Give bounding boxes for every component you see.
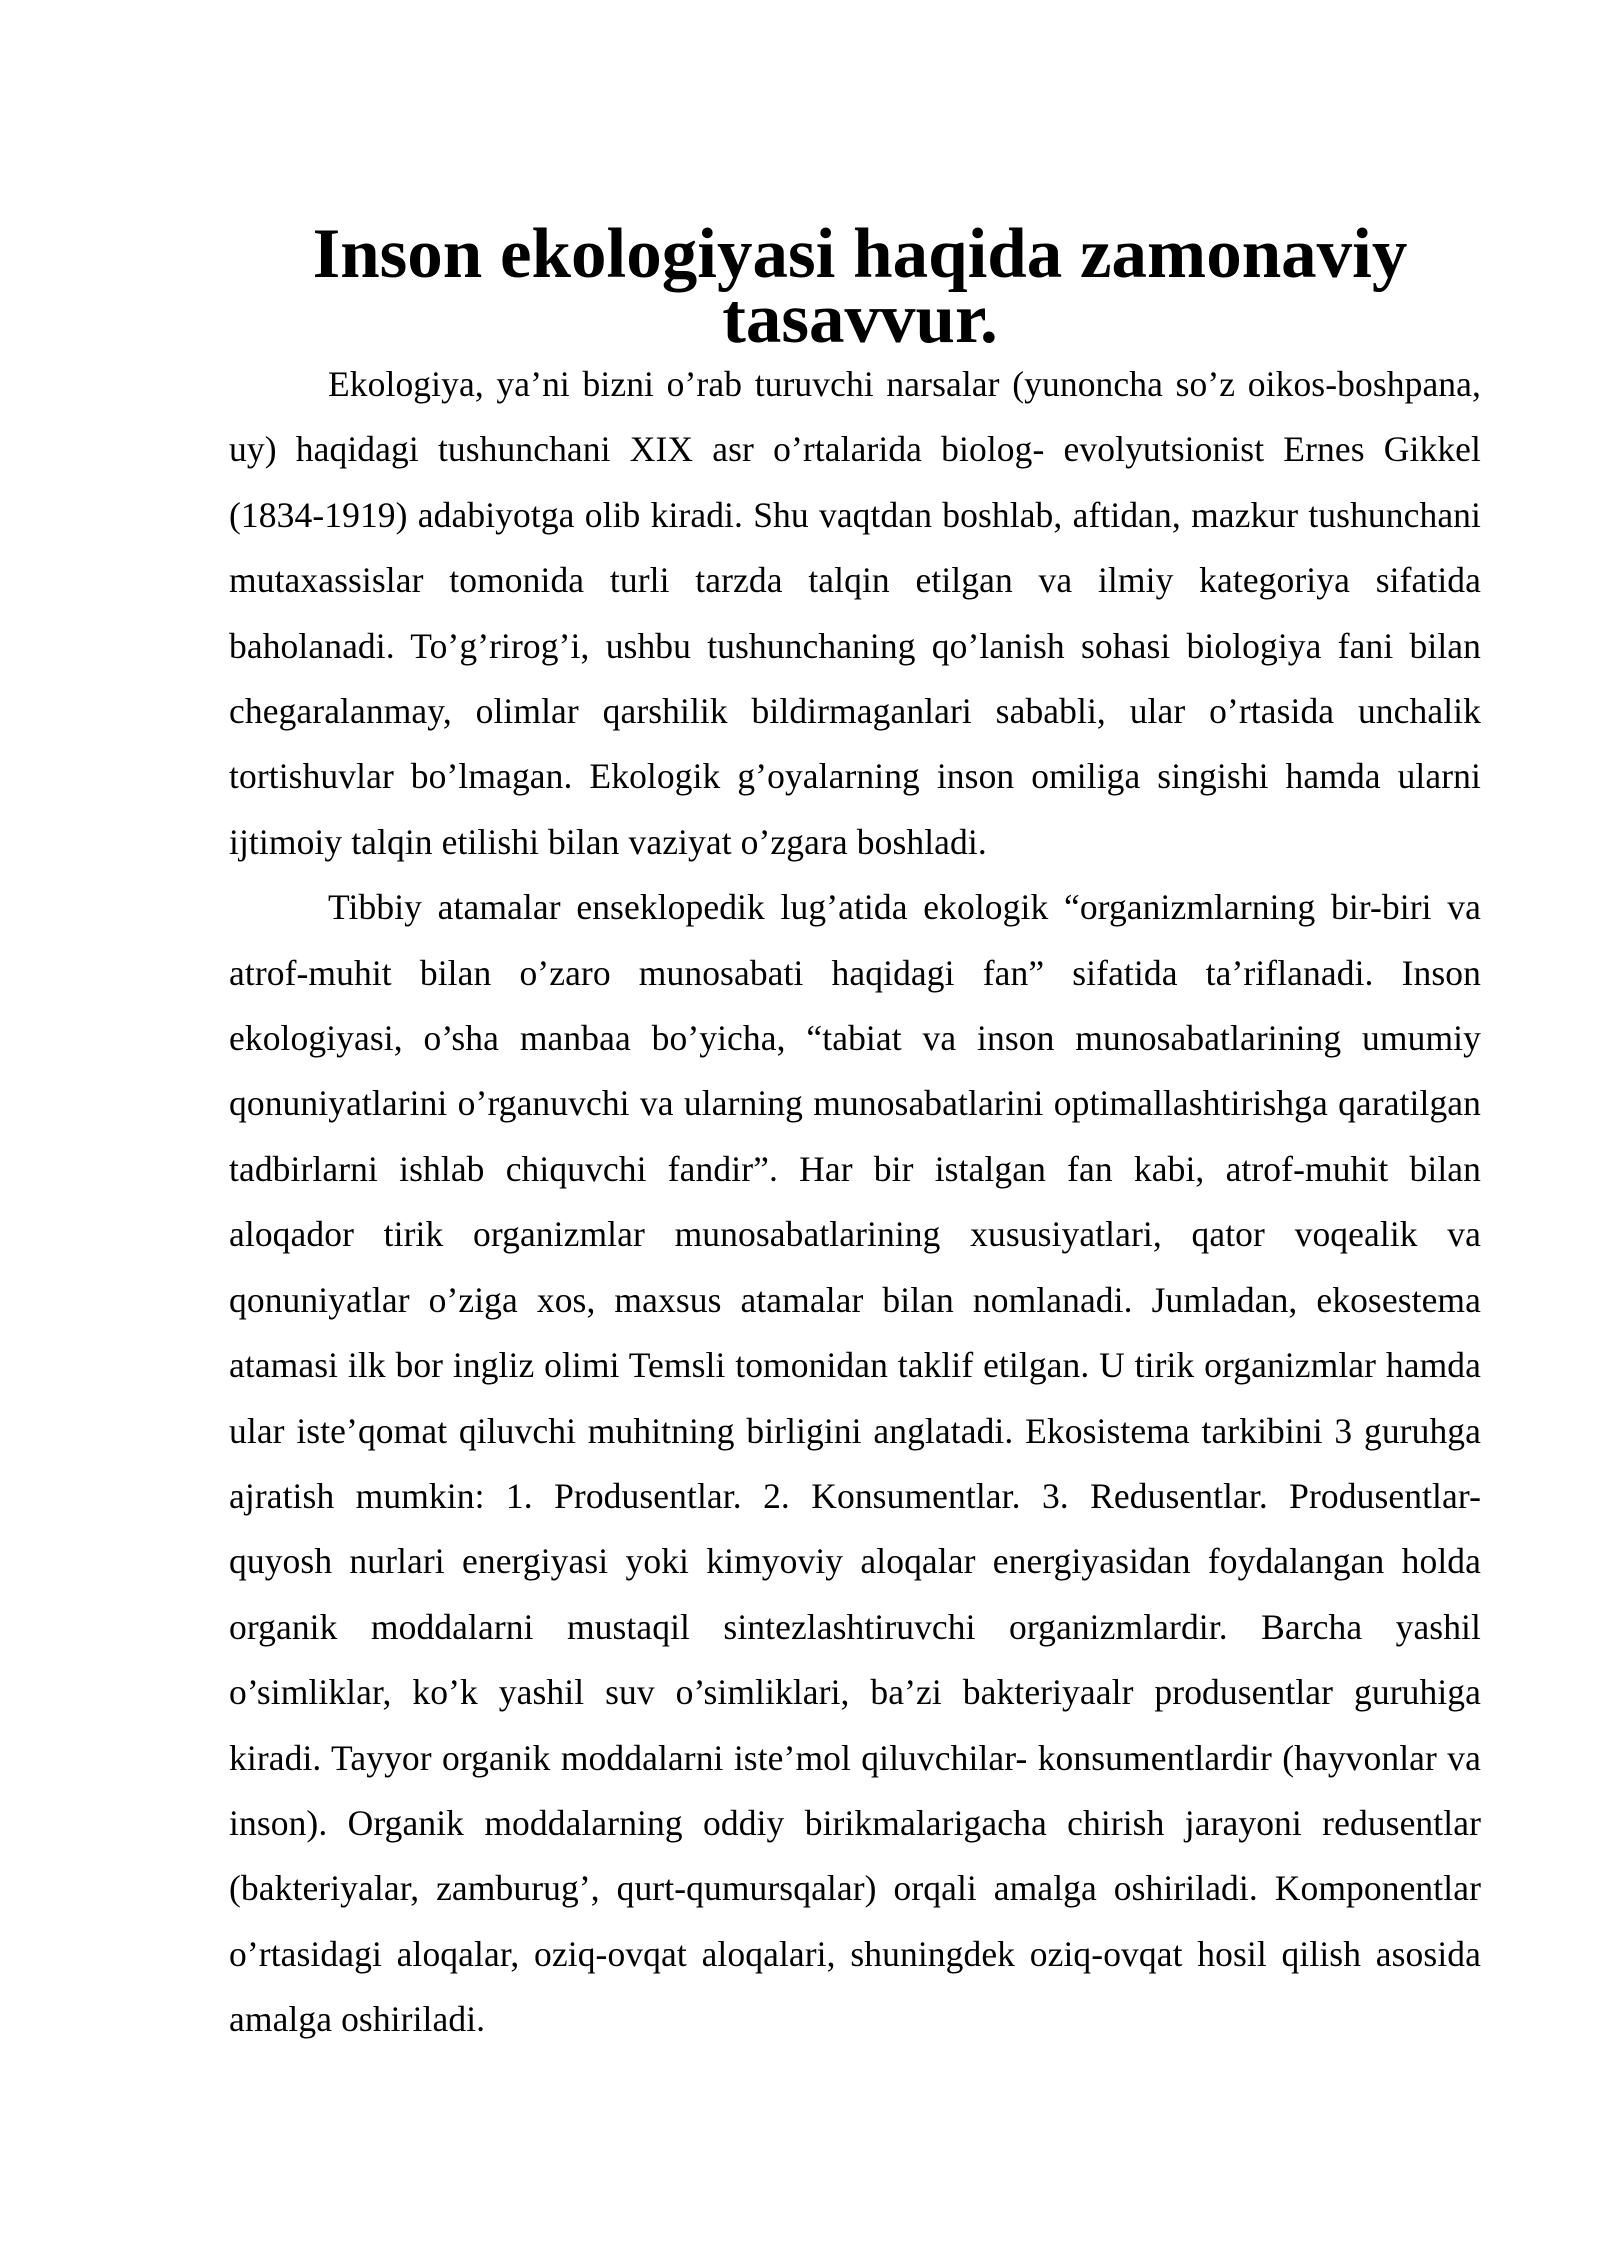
paragraph-1: Ekologiya, ya’ni bizni o’rab turuvchi narsalar (yunoncha so’z oikos-boshpana, uy) haqidagi tushunchani XIX asr o’rtalarida biolog- evolyutsionist Ernes Gikkel (1834-1919) adabiyotga olib kiradi. Shu vaqtdan boshlab, aftidan, mazkur tushunchani mutaxassislar tomonida turli tarzda talqin etilgan va ilmiy kategoriya sifatida baholanadi. To’g’rirog’i, ushbu tushunchaning qo’lanish sohasi biologiya fani bilan chegaralanmay, olimlar qarshilik bildirmaganlari sababli, ular o’rtasida unchalik tortishuvlar bo’lmagan. Ekologik g’oyalarning inson omiliga singishi hamda ularni ijtimoiy talqin etilishi bilan vaziyat o’zgara boshladi. xyxy=(229,364,1481,862)
paragraph-2: Tibbiy atamalar enseklopedik lug’atida ekologik “organizmlarning bir-biri va atrof-muhit bilan o’zaro munosabati haqidagi fan” sifatida ta’riflanadi. Inson ekologiyasi, o’sha manbaa bo’yicha, “tabiat va inson munosabatlarining umumiy qonuniyatlarini o’rganuvchi va ularning munosabatlarini optimallashtirishga qaratilgan tadbirlarni ishlab chiquvchi fandir”. Har bir istalgan fan kabi, atrof-muhit bilan aloqador tirik organizmlar munosabatlarining xususiyatlari, qator voqealik va qonuniyatlar o’ziga xos, maxsus atamalar bilan nomlanadi. Jumladan, ekosestema atamasi ilk bor ingliz olimi Temsli tomonidan taklif etilgan. U tirik organizmlar hamda ular iste’qomat qiluvchi muhitning birligini anglatadi. Ekosistema tarkibini 3 guruhga ajratish mumkin: 1. Produsentlar. 2. Konsumentlar. 3. Redusentlar. Produsentlar- quyosh nurlari energiyasi yoki kimyoviy aloqalar energiyasidan foydalangan holda organik moddalarni mustaqil sintezlashtiruvchi organizmlardir. Barcha yashil o’simliklar, ko’k yashil suv o’simliklari, ba’zi bakteriyaalr produsentlar guruhiga kiradi. Tayyor organik moddalarni iste’mol qiluvchilar- konsumentlardir (hayvonlar va inson). Organik moddalarning oddiy birikmalarigacha chirish jarayoni redusentlar (bakteriyalar, zamburug’, qurt-qumursqalar) orqali amalga oshiriladi. Komponentlar o’rtasidagi aloqalar, oziq-ovqat aloqalari, shuningdek oziq-ovqat hosil qilish asosida amalga oshiriladi. xyxy=(229,887,1481,2040)
document-body xyxy=(229,215,1481,2053)
document-title: Inson ekologiyasi haqida zamonaviy tasavvur. xyxy=(312,215,1408,358)
